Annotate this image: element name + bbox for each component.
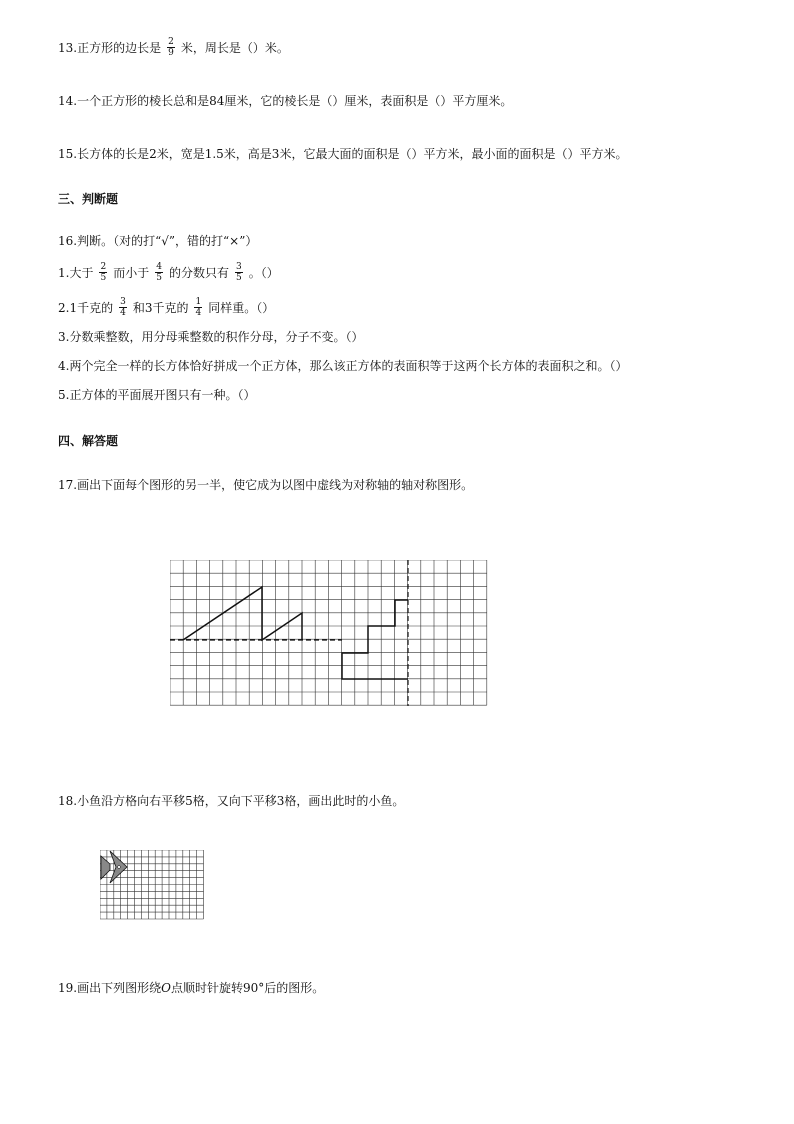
question-19 bbox=[58, 980, 324, 996]
section-3-heading: 三、判断题 bbox=[58, 192, 119, 206]
fraction-2-9: $\frac{2}{9}$ bbox=[168, 37, 174, 58]
question-14: 14.一个正方形的棱长总和是84厘米，它的棱长是（）厘米，表面积是（）平方厘米。 bbox=[58, 94, 513, 108]
item1-text-c: 的分数只有 bbox=[168, 266, 229, 280]
question-16-item-3: 3.分数乘整数，用分母乘整数的积作分母，分子不变。（） bbox=[58, 330, 364, 344]
fish-grid-figure bbox=[100, 850, 208, 920]
question-17: 17.画出下面每个图形的另一半，使它成为以图中虚线为对称轴的轴对称图形。 bbox=[58, 478, 474, 492]
fish-tail bbox=[101, 856, 110, 879]
fraction-1-4: $\frac{1}{4}$ bbox=[195, 297, 202, 318]
fraction-3-5: $\frac{3}{5}$ bbox=[235, 262, 242, 283]
fraction-2-5: $\frac{2}{5}$ bbox=[100, 262, 107, 283]
item2-text-b: 和3千克的 bbox=[132, 301, 189, 315]
section-4-heading: 四、解答题 bbox=[58, 434, 119, 448]
q13-text-b: 米，周长是（）米。 bbox=[180, 41, 289, 55]
item1-text-d: 。（） bbox=[248, 266, 279, 280]
question-16-title: 16.判断。（对的打“√”，错的打“×”） bbox=[58, 234, 258, 248]
half-staircase-shape bbox=[342, 600, 408, 679]
symmetry-grid-figure bbox=[170, 560, 490, 710]
q19-text-b: 点顺时针旋转90°后的图形。 bbox=[170, 981, 325, 995]
fish-eye bbox=[118, 866, 121, 869]
half-triangle-shape bbox=[183, 587, 302, 640]
question-13 bbox=[58, 38, 289, 59]
question-15: 15.长方体的长是2米，宽是1.5米，高是3米，它最大面的面积是（）平方米，最小面的面积是（）平方米。 bbox=[58, 147, 628, 161]
q19-text-a: 19.画出下列图形绕 bbox=[58, 981, 162, 995]
question-16-item-4: 4.两个完全一样的长方体恰好拼成一个正方体，那么该正方体的表面积等于这两个长方体的表面积之和。（） bbox=[58, 359, 628, 373]
question-16-item-5: 5.正方体的平面展开图只有一种。（） bbox=[58, 388, 256, 402]
question-16-item-2 bbox=[58, 298, 274, 319]
item1-text-a: 1.大于 bbox=[58, 266, 94, 280]
item2-text-a: 2.1千克的 bbox=[58, 301, 114, 315]
item1-text-b: 而小于 bbox=[113, 266, 150, 280]
symmetry-grid bbox=[170, 560, 487, 705]
item2-text-c: 同样重。（） bbox=[208, 301, 275, 315]
fraction-3-4: $\frac{3}{4}$ bbox=[120, 297, 126, 318]
question-18: 18.小鱼沿方格向右平移5格，又向下平移3格，画出此时的小鱼。 bbox=[58, 794, 405, 808]
question-16-item-1 bbox=[58, 263, 279, 284]
q13-text-a: 13.正方形的边长是 bbox=[58, 41, 162, 55]
fraction-4-5: $\frac{4}{5}$ bbox=[156, 262, 162, 283]
point-o-label: O bbox=[161, 981, 171, 995]
